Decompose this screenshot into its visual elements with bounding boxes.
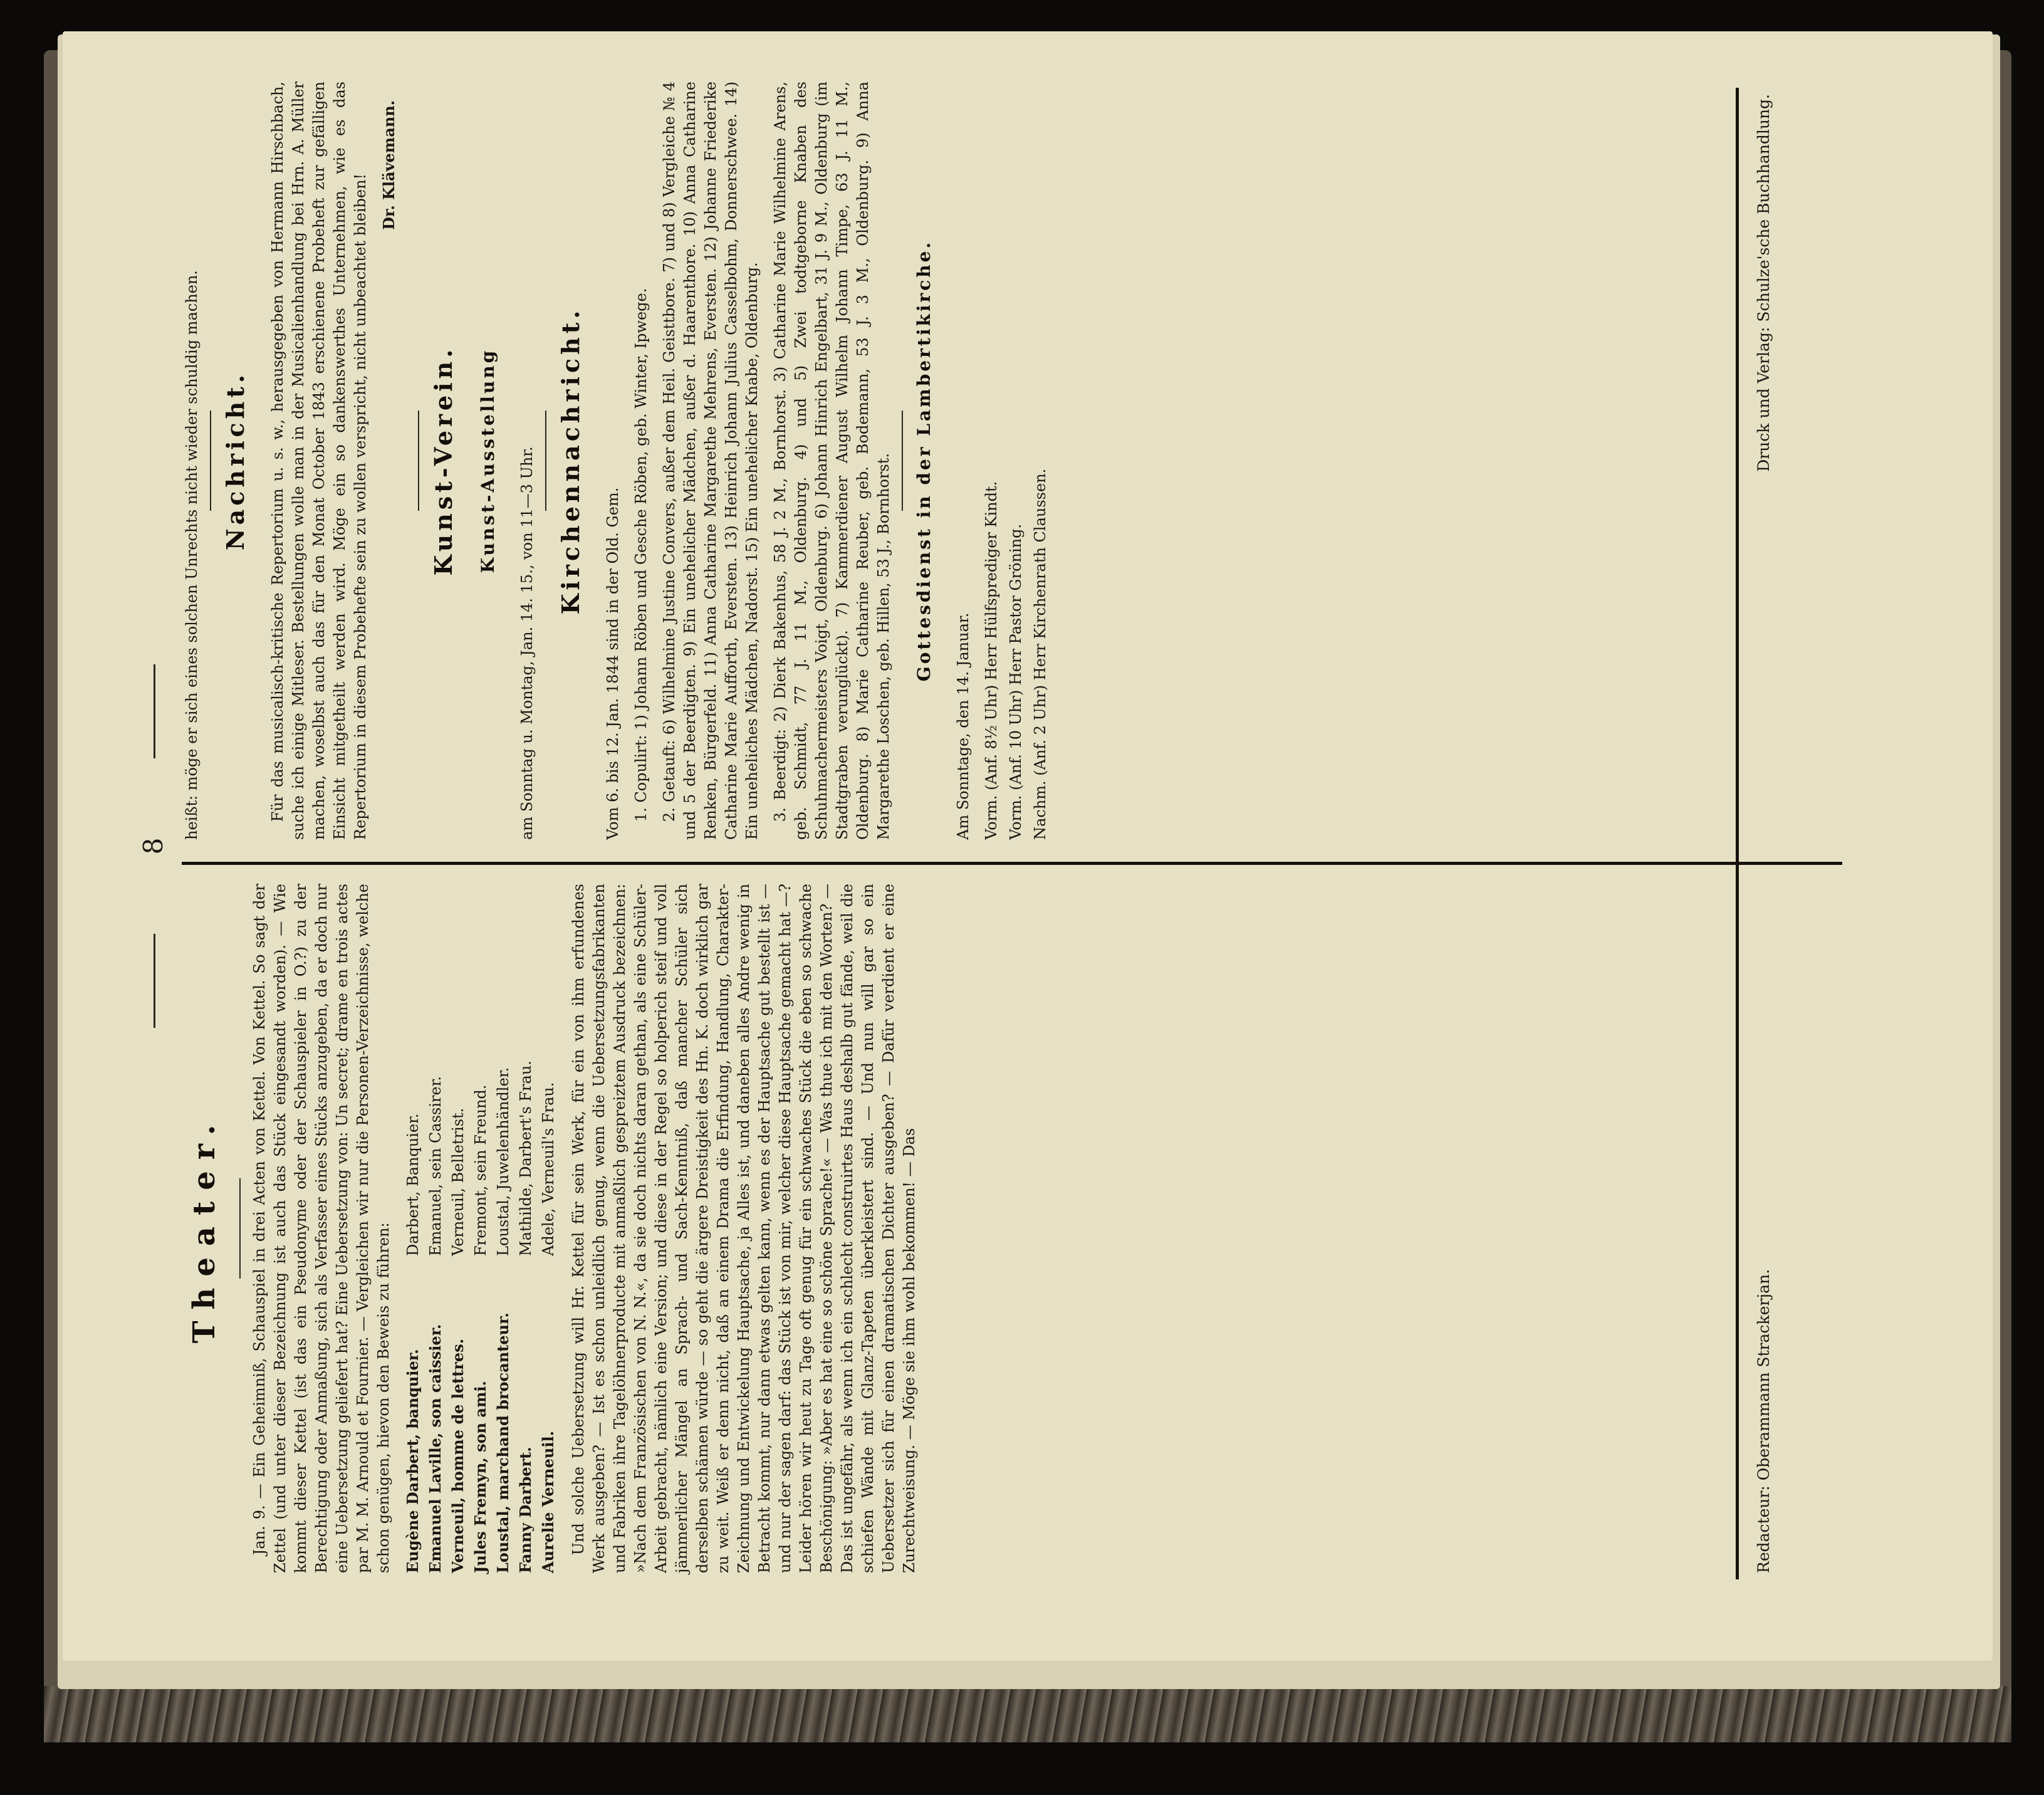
nachricht-signature: Dr. Klävemann.: [380, 100, 398, 230]
cast-row: [514, 884, 537, 1573]
theater-heading: Theater.: [187, 1113, 222, 1344]
cast-row: [537, 884, 560, 1573]
gottesdienst-heading: Gottesdienst in der Lambertikirche.: [914, 239, 934, 682]
cast-german: Verneuil, Belletrist.: [449, 1107, 467, 1256]
cast-french: Jules Fremyn, son ami.: [471, 1381, 489, 1573]
cast-german: Emanuel, sein Cassirer.: [427, 1075, 444, 1256]
left-column: [182, 884, 927, 1573]
kirchennachricht-copulirt: 1. Copulirt: 1) Johann Röben und Gesche Röben, geb. Winter, Ipwege.: [632, 288, 650, 822]
page-number-rule-right: [154, 664, 155, 758]
kirchennachricht-beerdigt: 3. Beerdigt: 2) Dierk Bakenhus, 58 J. 2 M., Bornhorst. 3) Catharine Marie Wilhelmine Arens, geb. Schmidt, 77 J. 11 M., Oldenburg. 4) und 5) Zwei todtgeborne Knaben des Schuhmachermeisters Voigt, Oldenburg. 6) Johann Hinrich Engelbart, 31 J. 9 M., Oldenburg (im Stadtgraben verunglückt). 7) Kammerdiener August Wilhelm Johann Timpe, 63 J. 11 M., Oldenburg. 8) Marie Catharine Reuber, geb. Bodemann, 53 J. 3 M., Oldenburg. 9) Anna Margarethe Loschen, geb. Hillen, 53 J., Bornhorst.: [771, 81, 892, 840]
cast-table: [402, 884, 560, 1573]
service-item: Vorm. (Anf. 10 Uhr) Herr Pastor Gröning.: [1007, 523, 1025, 840]
book-cover-edge: [44, 1686, 2011, 1742]
cast-row: [492, 884, 514, 1573]
cast-german: Fremont, sein Freund.: [472, 1084, 489, 1256]
kirchennachricht-intro: Vom 6. bis 12. Jan. 1844 sind in der Old. Gem.: [604, 487, 622, 840]
kunstverein-body: am Sonntag u. Montag, Jan. 14. 15., von 11—3 Uhr.: [518, 446, 536, 840]
cast-row: [447, 884, 469, 1573]
cast-french: Fanny Darbert.: [516, 1447, 534, 1573]
right-column: [182, 81, 1055, 840]
section-rule: [418, 411, 419, 511]
column-divider: [182, 862, 1842, 865]
cast-row: [469, 884, 492, 1573]
kunstausstellung-heading: Kunst-Ausstellung: [477, 348, 498, 573]
footer-editor: Redacteur: Oberammann Strackerjan.: [1755, 1269, 1773, 1573]
nachricht-body: Für das musicalisch-kritische Repertorium u. s. w., herausgegeben von Hermann Hirschbach, suche ich einige Mitleser. Bestellungen wolle man in der Musicalienhandlung bei Hrn. A. Müller machen, woselbst auch das für den Monat October 1843 erschienene Probeheft zur gefälligen Einsicht mitgetheilt werden wird. Möge ein so dankenswerthes Unternehmen, wie es das Repertorium in diesem Probehefte sein zu wollen verspricht, nicht unbeachtet bleiben!: [269, 81, 369, 840]
service-list: [981, 81, 1051, 840]
page-number-rule-left: [154, 934, 155, 1028]
cast-french: Loustal, marchand brocanteur.: [494, 1312, 512, 1573]
cast-german: Mathilde, Darbert's Frau.: [517, 1060, 534, 1256]
newspaper-page: [63, 31, 1993, 1661]
cast-row: [402, 884, 424, 1573]
cast-row: [424, 884, 447, 1573]
nachricht-heading: Nachricht.: [221, 370, 249, 551]
footer-printer: Druck und Verlag: Schulze'sche Buchhandlung.: [1755, 94, 1773, 472]
theater-intro: Jan. 9. — Ein Geheimniß, Schauspiel in drei Acten von Kettel. Von Kettel. So sagt der Zettel (und unter dieser Bezeichnung ist auch das Stück eingesandt worden). — Wie kommt dieser Kettel (ist das ein Pseudonyme oder der Schauspieler in O.?) zu der Berechtigung oder Anmaßung, sich als Verfasser eines Stücks anzugeben, da er doch nur eine Uebersetzung geliefert hat? Eine Uebersetzung von: Un secret; drame en trois actes par M. M. Arnould et Fournier. — Vergleichen wir nur die Personen-Verzeichnisse, welche schon genügen, hievon den Beweis zu führen:: [251, 884, 392, 1573]
footer-rule: [1736, 88, 1739, 1579]
kirchennachricht-getauft: 2. Getauft: 6) Wilhelmine Justine Convers, außer dem Heil. Geisttbore. 7) und 8) Vergleiche № 4 und 5 der Beerdigten. 9) Ein unehelicher Mädchen, außer d. Haarenthore. 10) Anna Catharine Renken, Bürgerfeld. 11) Anna Catharine Margarethe Mehrens, Eversten. 12) Johanne Friederike Catharine Marie Aufforth, Eversten. 13) Heinrich Johann Julius Casselbohm, Donnerschwee. 14) Ein uneheliches Mädchen, Nadorst. 15) Ein unehelicher Knabe, Oldenburg.: [660, 81, 761, 840]
section-rule: [545, 411, 546, 511]
kirchennachricht-heading: Kirchennachricht.: [556, 306, 585, 615]
theater-continuation: heißt: möge er sich eines solchen Unrechts nicht wieder schuldig machen.: [183, 270, 201, 840]
cast-german: Adele, Verneuil's Frau.: [540, 1082, 557, 1256]
heading-rule: [239, 1178, 241, 1279]
service-item: Vorm. (Anf. 8½ Uhr) Herr Hülfsprediger Kindt.: [983, 481, 1000, 840]
cast-french: Emanuel Laville, son caissier.: [426, 1324, 444, 1573]
page-spread-rotated: [63, 31, 1993, 1661]
cast-french: Verneuil, homme de lettres.: [449, 1338, 467, 1573]
cast-french: Aurelie Verneuil.: [539, 1431, 557, 1573]
cast-german: Darbert, Banquier.: [404, 1113, 422, 1256]
section-rule: [902, 411, 903, 511]
kunstverein-heading: Kunst-Verein.: [429, 345, 457, 576]
cast-german: Loustal, Juwelenhändler.: [494, 1067, 512, 1256]
cast-french: Eugène Darbert, banquier.: [404, 1349, 422, 1573]
page-number: 8: [138, 837, 169, 855]
section-rule: [210, 411, 211, 511]
theater-body: Und solche Uebersetzung will Hr. Kettel für sein Werk, für ein von ihm erfundenes Werk ausgeben? — Ist es schon unleidlich genug, wenn die Uebersetzungsfabrikanten und Fabriken ihre Tagelöhnerproducte mit anmaßlich gespreiztem Ausdruck bezeichnen: »Nach dem Französischen von N. N.«, da sie doch nichts daran gethan, als eine Schüler-Arbeit gebracht, nämlich eine Version; und diese in der Regel so holperich steif und voll jämmerlicher Mängel an Sprach- und Sach-Kenntniß, daß mancher Schüler sich derselben schämen würde — so geht die ärgere Dreistigkeit des Hn. K. doch wirklich gar zu weit. Weiß er denn nicht, daß an einem Drama die Erfindung, Handlung, Charakter-Zeichnung und Entwickelung Hauptsache, ja Alles ist, und daneben alles Andre wenig in Betracht kommt, nur dann etwas gelten kann, wenn es der Hauptsache gut bestellt ist — und nur der sagen darf: das Stück ist von mir, welcher diese Hauptsache gemacht hat —? Leider hören wir heut zu Tage oft genug für ein schwaches Stück die eben so schwache Beschönigung: »Aber es hat eine so schöne Sprache!« — Was thue ich mit den Worten? — Das ist ungefähr, als wenn ich ein schlecht construirtes Haus deshalb gut fände, weil die schiefen Wände mit Glanz-Tapeten überkleistert sind. — Und nun will gar so ein Uebersetzer sich für einen dramatischen Dichter ausgeben? — Dafür verdient er eine Zurechtweisung. — Möge sie ihm wohl bekommen! — Das: [570, 884, 918, 1573]
service-item: Nachm. (Anf. 2 Uhr) Herr Kirchenrath Claussen.: [1031, 468, 1049, 840]
gottesdienst-date: Am Sonntage, den 14. Januar.: [954, 612, 972, 840]
